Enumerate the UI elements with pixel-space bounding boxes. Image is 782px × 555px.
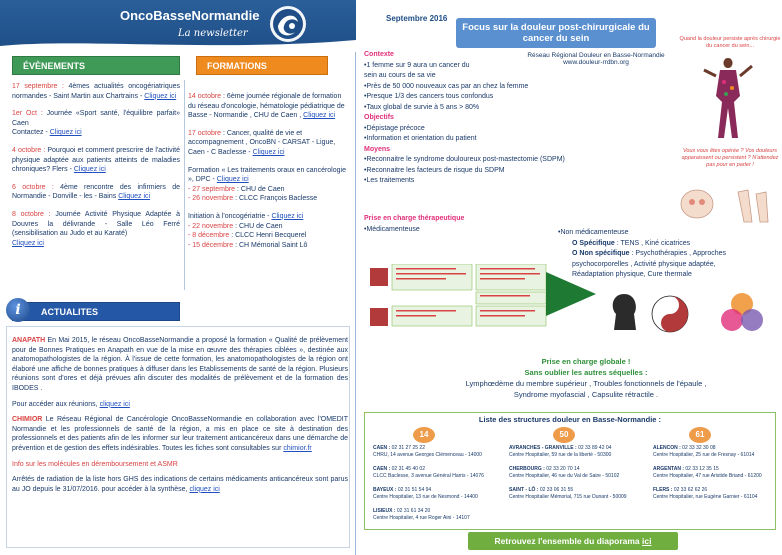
shoulder-figure-icon [674,186,720,226]
col-dept-50: AVRANCHES - GRANVILLE : 02 33 89 42 04 Centre Hospitalier, 59 rue de la liberté - 50300 CHERBOURG : 02 33 20 70 14 Centre Hospitalier, 46 rue du Val de Saire - 50102 SAINT - LÔ : 02 33 06 31 55 Centre Hospitalier Mémorial, 715 rue Dunant - 50009 [509,445,627,500]
formation-item: 14 octobre : 6ème journée régionale de formation du réseau d'oncologie, hématologie pédiatrique de Basse - Normandie , CHU de Caen , Cliquez ici [188,93,345,120]
event-item: 6 octobre : 4ème rencontre des infirmiers de Normandie - Donville - les - Bains Cliquez ici [12,183,180,201]
events-list [12,82,180,256]
actus-anapath: ANAPATH En Mai 2015, le réseau OncoBasseNormandie a proposé la formation « Qualité de prélèvement pour de Bonnes Pratiques en Anapath en vue de la mise en œuvre des thérapies ciblées », destinée aux anatomopathologistes de la région. À l'issue de cette formation, les anatomopathologistes de la région ont élaboré une affiche de bonnes pratiques à diffuser dans les Etablissements de santé de la région. Plusieurs réunions sont d'ores et déjà prévues afin discuter des modalités de prélèvement et de la formation des IBODES . [12,337,348,392]
formation-link[interactable]: Cliquez ici [216,176,249,184]
event-item: 8 octobre : Journée Activité Physique Adaptée à Douvres la délivrande - Salle Léo Ferré (sensibilisation au Judo et au Karaté) Cliquez ici [12,210,180,247]
event-link[interactable]: Cliquez ici [73,166,106,174]
arrow-shape [546,272,596,316]
synthese-link[interactable]: cliquez ici [189,485,220,493]
diaporama-link[interactable]: ici [642,536,652,546]
col-dept-14: CAEN : 02 31 27 25 22 CHRU, 14 avenue Georges Clémenceau - 14000 CAEN : 02 31 45 40 02 CLCC Baclesse, 3 avenue Général Harris - 14076 BAYEUX : 02 31 51 54 94 Centre Hospitalier, 13 rue de Nesmond - 14400 LISIEUX : 02 31 61 34 20 Centre Hospitalier, 4 rue Roger Aini - 14107 [373,445,484,521]
step1-box [370,268,388,286]
dept-badge-14: 14 [413,427,435,443]
events-section-header: ÉVÈNEMENTS [12,56,180,75]
formation-link[interactable]: Cliquez ici [252,148,285,156]
ppt-block: Prise en charge thérapeutique •Médicamenteuse [364,214,574,235]
diaporama-banner: Retrouvez l'ensemble du diaporama ici [468,532,678,550]
event-link[interactable]: Cliquez ici [118,193,151,201]
formation-item: Initiation à l'oncogériatrie - Cliquez ici - 22 novembre : CHU de Caen - 8 décembre : CLCC Henri Becquerel - 15 décembre : CH Mémorial Saint Lô [188,212,308,249]
dept-badge-61: 61 [689,427,711,443]
structures-list [364,412,776,530]
ppt-title: Prise en charge thérapeutique [364,215,465,222]
actus-reunions: Pour accéder aux réunions, cliquez ici [12,400,130,408]
global-care-block: Prise en charge globale ! Sans oublier les autres séquelles : Lymphœdème du membre supérieur , Troubles fonctionnels de l'épaule , Syndrome myofascial , Capsulite rétractile . [465,357,707,399]
formation-link[interactable]: Cliquez ici [303,112,336,120]
contexte-block: Contexte •1 femme sur 9 aura un cancer du sein au cours de sa vie •Près de 50 000 nouveaux cas par an chez la femme •Presque 1/3 des cancers tous confondus •Taux global de survie à 5 ans > 80% Objectifs •Dépistage précoce •Information et orientation du patient Moyens •Reconnaitre le syndrome douloureux post-mastectomie (SDPM) •Reconnaitre les facteurs de risque du SDPM •Les traitements [364,50,574,187]
reseau-info: Réseau Régional Douleur en Basse-Normandie www.douleur-rrdbn.org [506,52,686,66]
formation-item: 17 octobre : Cancer, qualité de vie et accompagnement , OncoBN - CARSAT - Ligue, Caen - C Baclesse - Cliquez ici [188,129,336,156]
moyens-title: Moyens [364,145,391,153]
reseau-url: www.douleur-rrdbn.org [563,59,629,66]
patient-figure-icon [700,52,756,142]
step-mid-box [476,292,546,304]
info-icon: i [6,298,30,322]
actus-content [12,336,348,500]
arm-figure-icon [728,186,774,226]
dept-badge-50: 50 [553,427,575,443]
venn-diagram-icon [714,290,770,340]
sidenote-top: Quand la douleur persiste après chirurgie du cancer du sein... [679,36,781,49]
head-silhouette-icon [606,290,642,334]
treatment-diagram [366,264,596,336]
step2-box [370,308,388,326]
left-page [0,0,356,555]
actus-section-header: ACTUALITES [12,302,180,321]
actus-molecules-title: Info sur les molécules en déremboursement et ASMR [12,460,178,468]
chimior-link[interactable]: chimior.fr [283,444,312,452]
step1-detail-box [392,264,472,290]
event-link[interactable]: Cliquez ici [144,92,177,100]
right-page [356,0,782,555]
actus-arretes: Arrêtés de radiation de la liste hors GHS des indications de certains médicaments anticancéreux sont parus au JO depuis le 31/07/2016. pour accéder à la synthèse, cliquez ici [12,476,348,493]
structures-title: Liste des structures douleur en Basse-Normandie : [478,415,662,424]
objectifs-title: Objectifs [364,114,394,121]
newsletter-subtitle: La newsletter [178,28,248,39]
event-item: 4 octobre : Pourquoi et comment prescrire de l'activité physique adaptée aux patients atteints de maladies chroniques? Flers - Cliquez ici [12,146,180,174]
formations-section-header: FORMATIONS [196,56,328,75]
yin-yang-icon [648,292,692,340]
event-link[interactable]: Cliquez ici [12,239,44,247]
col-dept-61: ALENCON : 02 33 32 30 08 Centre Hospitalier, 25 rue de Fresnay - 61014 ARGENTAN : 02 33 12 35 15 Centre Hospitalier, 47 rue Aristide Briand - 61200 FLERS : 02 33 62 62 26 Centre Hospitalier, rue Eugène Garnier - 61104 [653,445,762,500]
focus-banner: Focus sur la douleur post-chirurgicale du cancer du sein [456,18,656,48]
header-wave [0,38,356,52]
step1-alt-box [476,264,546,290]
event-link[interactable]: Cliquez ici [49,129,82,137]
actus-chimior: CHIMIOR Le Réseau Régional de Cancérologie OncoBasseNormandie en collaboration avec l'OMEDIT Normandie et les professionnels de santé de la région, a mis en place ce site à destination des professionnels et des patients afin de les informer sur leur traitement anticancéreux dans une démarche de prévention et de gestion des effets indésirables. Toutes les fiches sont consultables sur chimior.fr [12,416,348,452]
newsletter-title: OncoBasseNormandie [120,8,260,23]
column-divider [184,80,185,290]
sidenote-bottom: Vous vous êtes opérée ? Vos douleurs apparaissent ou persistent ? N'attendez pas pour en parler ! [681,148,779,168]
formations-list [188,92,350,258]
event-item: 17 septembre : 4èmes actualités oncogériatriques normandes - Saint Martin aux Chartrains - Cliquez ici [12,83,180,100]
issue-date: Septembre 2016 [386,14,448,23]
formation-link[interactable]: Cliquez ici [271,212,304,220]
nonmed-block: •Non médicamenteuse O Spécifique : TENS , Kiné cicatrices O Non spécifique : Psychothérapies , Approches psychocorporelles , Activité physique adaptée, Réadaptation physique, Cure thermale [558,229,727,278]
reunions-link[interactable]: cliquez ici [99,400,130,408]
contexte-title: Contexte [364,51,394,58]
formation-item: Formation « Les traitements oraux en cancérologie », DPC - Cliquez ici - 27 septembre : CHU de Caen - 26 novembre : CLCC François Baclesse [188,166,346,203]
newsletter-header [0,0,356,50]
event-item: 1er Oct : Journée «Sport santé, l'équilibre parfait» Caen Contactez - Cliquez ici [12,110,180,137]
